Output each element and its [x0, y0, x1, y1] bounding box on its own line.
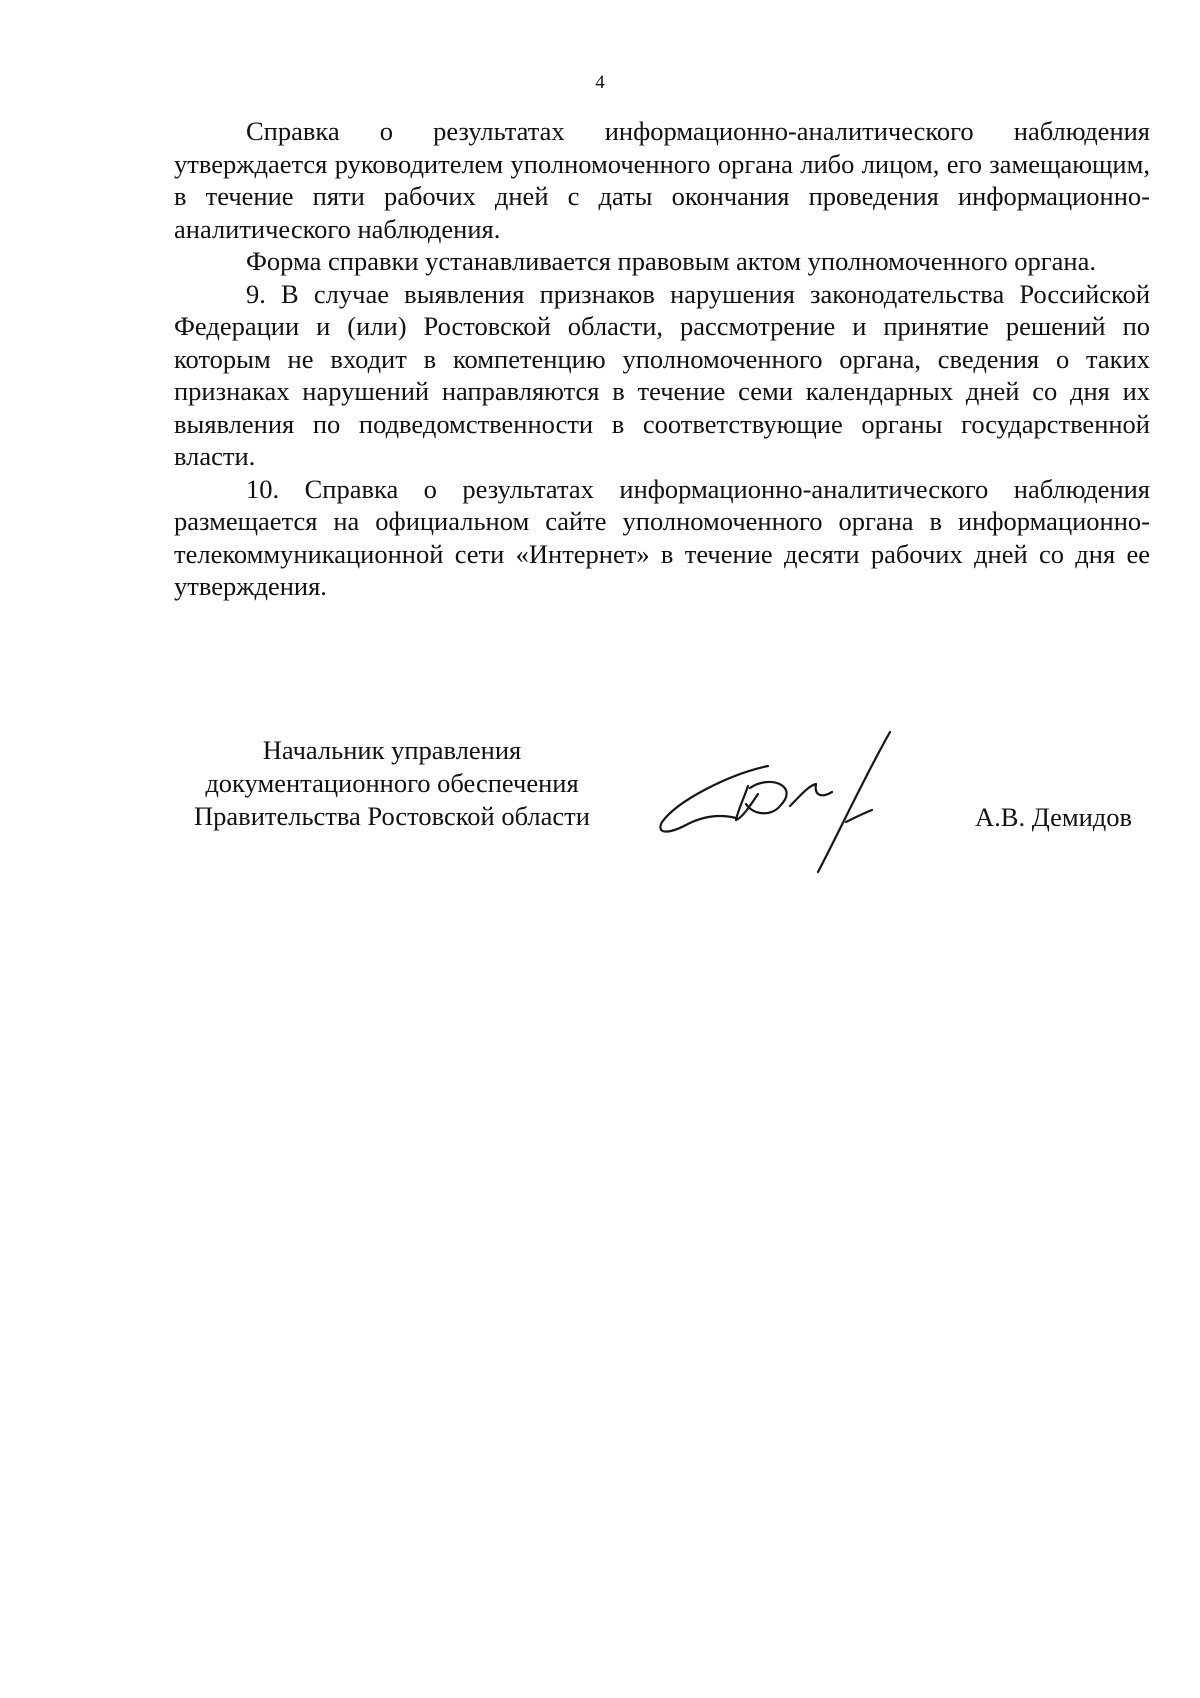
document-body	[174, 115, 1150, 603]
position-line: документационного обеспечения	[205, 768, 579, 798]
signatory-position	[172, 734, 612, 833]
position-line: Начальник управления	[262, 735, 522, 765]
signature-block	[0, 734, 1200, 904]
handwritten-signature	[650, 722, 940, 892]
paragraph-item-10: 10. Справка о результатах информационно-аналитического наблюдения размещается на официальном сайте уполномоченного органа в информационно-телекоммуникационной сети «Интернет» в течение десяти рабочих дней со дня ее утверждения.	[174, 473, 1150, 601]
paragraph-item-9: 9. В случае выявления признаков нарушения законодательства Российской Федерации и (или) Ростовской области, рассмотрение и принятие решений по которым не входит в компетенцию уполномоченного органа, сведения о таких признаках нарушений направляются в течение семи календарных дней со дня их выявления по подведомственности в соответствующие органы государственной власти.	[174, 278, 1150, 471]
paragraph-report-form: Форма справки устанавливается правовым актом уполномоченного органа.	[246, 246, 1096, 276]
paragraph-report-approval: Справка о результатах информационно-аналитического наблюдения утверждается руководителем уполномоченного органа либо лицом, его замещающим, в течение пяти рабочих дней с даты окончания проведения информационно-аналитического наблюдения.	[174, 116, 1150, 244]
position-line: Правительства Ростовской области	[194, 801, 590, 831]
page-number: 4	[595, 72, 605, 93]
signatory-name: А.В. Демидов	[975, 802, 1133, 832]
signature-drawing	[650, 722, 940, 892]
